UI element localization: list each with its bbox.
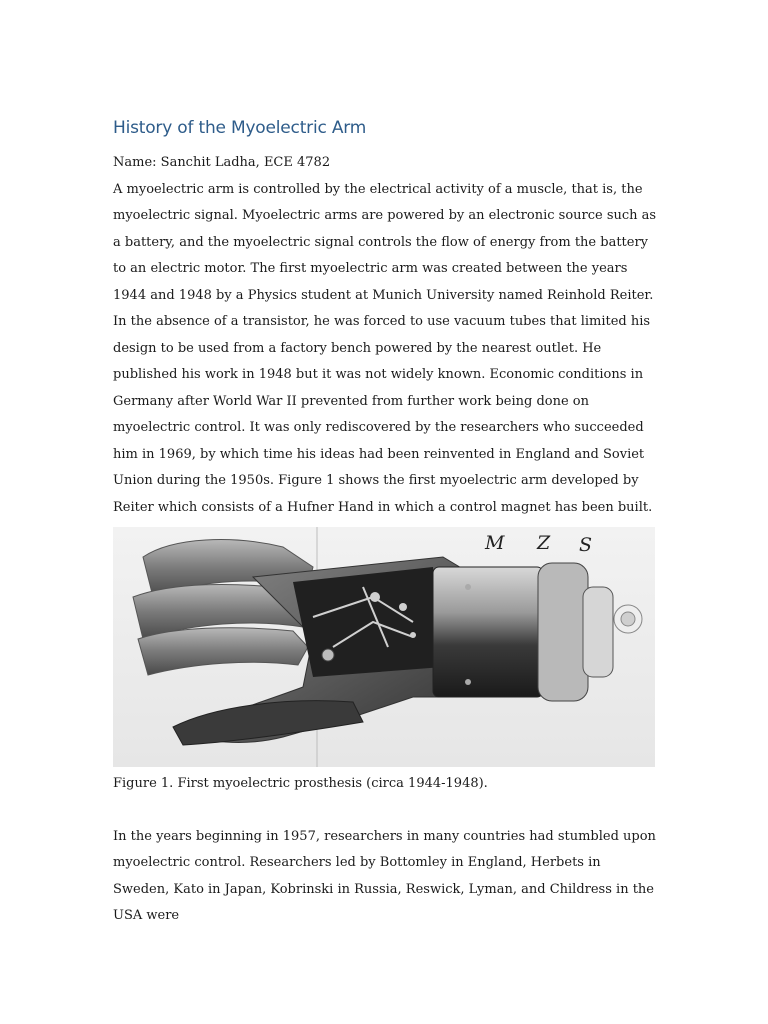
paragraph-intro: A myoelectric arm is controlled by the electrical activity of a muscle, that is, the myoelectric signal. Myoelectric arms are powered by an electronic source such as a battery, and the myoelectric signal controls the flow of energy from the battery to an electric motor. The first myoelectric arm was created between the years 1944 and 1948 by a Physics student at Munich University named Reinhold Reiter. In the absence of a transistor, he was forced to use vacuum tubes that limited his design to be used from a factory bench powered by the nearest outlet. He published his work in 1948 but it was not widely known. Economic conditions in Germany after World War II prevented from further work being done on myoelectric control. It was only rediscovered by the researchers who succeeded him in 1969, by which time his ideas had been reinvented in England and Soviet Union during the 1950s. Figure 1 shows the first myoelectric arm developed by Reiter which consists of a Hufner Hand in which a control magnet has been built.	[113, 181, 657, 515]
figure-label-m: M	[485, 532, 505, 554]
figure-caption: Figure 1. First myoelectric prosthesis (circa 1944-1948).	[113, 776, 488, 791]
figure-label-s: S	[579, 534, 593, 556]
arm-photo-illustration	[113, 527, 655, 767]
figure-myoelectric-arm-photo	[113, 527, 655, 767]
document-title: History of the Myoelectric Arm	[113, 118, 367, 138]
figure-label-z: Z	[537, 532, 551, 554]
author-line: Name: Sanchit Ladha, ECE 4782	[113, 155, 331, 170]
paragraph-history: In the years beginning in 1957, researchers in many countries had stumbled upon myoelectric control. Researchers led by Bottomley in England, Herbets in Sweden, Kato in Japan, Kobrinski in Russia, Reswick, Lyman, and Childress in the USA were	[113, 828, 656, 923]
document-page	[113, 118, 658, 930]
